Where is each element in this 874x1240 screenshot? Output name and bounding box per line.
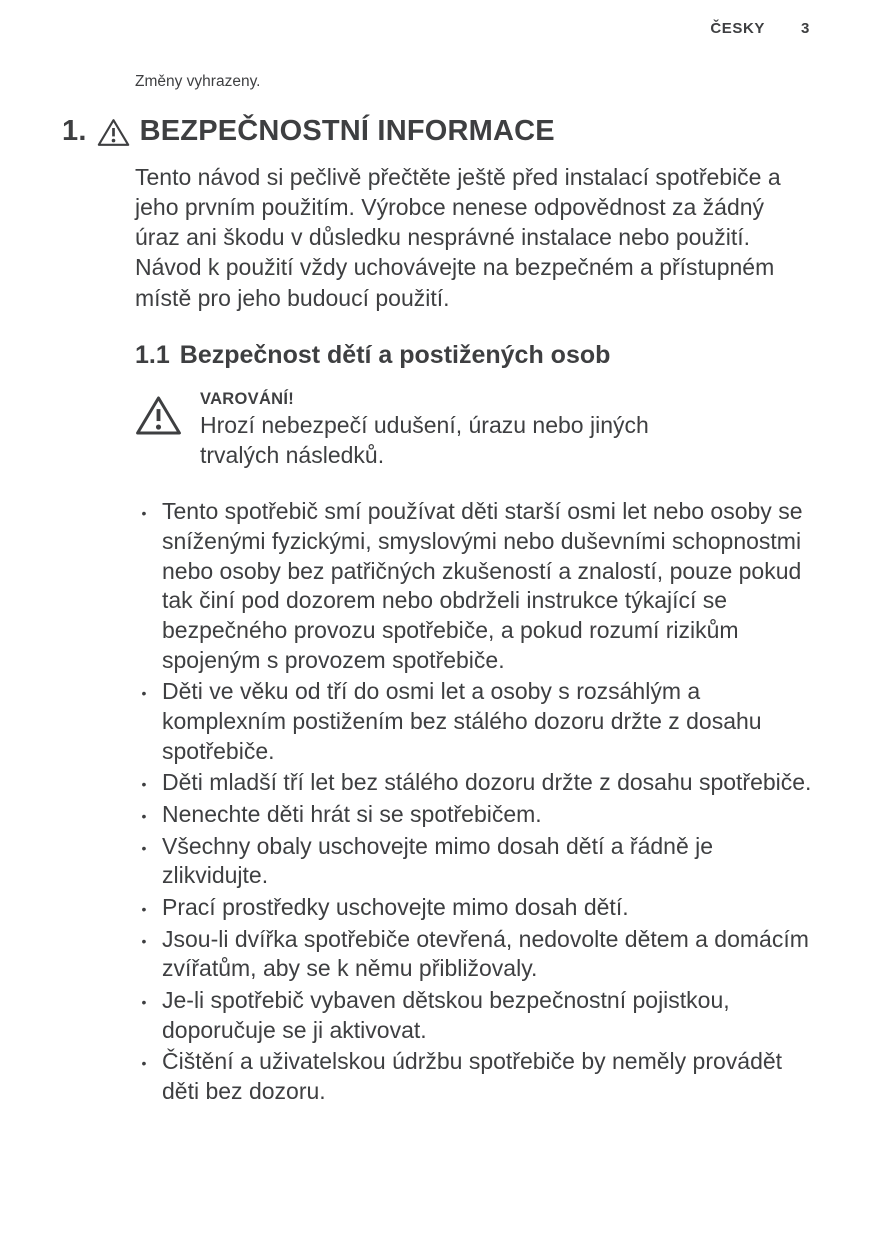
list-item	[139, 768, 812, 798]
list-item-text: Děti mladší tří let bez stálého dozoru držte z dosahu spotřebiče.	[162, 769, 812, 796]
bullet-icon: •	[141, 776, 147, 793]
list-item	[139, 677, 812, 766]
warning-triangle-icon	[135, 390, 182, 471]
bullet-icon: •	[141, 1055, 147, 1072]
bullet-icon: •	[141, 932, 147, 949]
section-heading	[62, 115, 812, 148]
bullet-icon: •	[141, 505, 147, 522]
list-item-text: Tento spotřebič smí používat děti starší osmi let nebo osoby se sníženými fyzickými, smyslovými nebo duševními schopnostmi nebo osoby bez patřičných zkušeností a znalostí, pouze pokud tak činí pod dozorem nebo obdrželi instrukce týkající se bezpečného provozu spotřebiče, a pokud rozumí rizikům spojeným s provozem spotřebiče.	[162, 498, 803, 673]
page-header	[0, 20, 874, 37]
warning-text: Hrozí nebezpečí udušení, úrazu nebo jiných trvalých následků.	[200, 411, 649, 468]
list-item	[139, 497, 812, 675]
bullet-icon: •	[141, 839, 147, 856]
bullet-icon: •	[141, 993, 147, 1010]
language-label: ČESKY	[710, 20, 766, 37]
safety-bullet-list	[135, 497, 812, 1106]
warning-text-block	[200, 390, 705, 471]
section-content	[135, 162, 812, 1107]
changes-reserved-note: Změny vyhrazeny.	[135, 73, 261, 90]
list-item	[139, 986, 812, 1045]
section-title: BEZPEČNOSTNÍ INFORMACE	[139, 115, 555, 147]
warning-triangle-icon	[97, 116, 130, 147]
list-item	[139, 1047, 812, 1106]
list-item	[139, 925, 812, 984]
list-item-text: Je-li spotřebič vybaven dětskou bezpečnostní pojistkou, doporučuje se ji aktivovat.	[162, 986, 730, 1043]
list-item-text: Prací prostředky uschovejte mimo dosah dětí.	[162, 893, 629, 920]
list-item-text: Všechny obaly uschovejte mimo dosah dětí a řádně je zlikvidujte.	[162, 832, 714, 889]
list-item-text: Nenechte děti hrát si se spotřebičem.	[162, 800, 542, 827]
warning-block	[135, 390, 812, 471]
warning-label: VAROVÁNÍ!	[200, 389, 295, 408]
page-number: 3	[801, 20, 810, 37]
list-item	[139, 800, 812, 830]
list-item-text: Jsou-li dvířka spotřebiče otevřená, nedovolte dětem a domácím zvířatům, aby se k němu přibližovaly.	[162, 925, 809, 982]
section-number: 1.	[62, 115, 87, 147]
bullet-icon: •	[141, 807, 147, 824]
list-item-text: Děti ve věku od tří do osmi let a osoby s rozsáhlým a komplexním postižením bez stálého dozoru držte z dosahu spotřebiče.	[162, 678, 762, 764]
bullet-icon: •	[141, 685, 147, 702]
subsection-number: 1.1	[135, 340, 170, 369]
list-item	[139, 893, 812, 923]
subsection-title: Bezpečnost dětí a postižených osob	[179, 340, 611, 369]
list-item-text: Čištění a uživatelskou údržbu spotřebiče by neměly provádět děti bez dozoru.	[162, 1048, 783, 1104]
section-intro: Tento návod si pečlivě přečtěte ještě před instalací spotřebiče a jeho prvním použitím. Výrobce nenese odpovědnost za žádný úraz ani škodu v důsledku nesprávné instalace nebo použití. Návod k použití vždy uchovávejte na bezpečném a přístupném místě pro jeho budoucí použití.	[135, 164, 781, 311]
bullet-icon: •	[141, 900, 147, 917]
list-item	[139, 832, 812, 891]
subsection-heading	[135, 341, 812, 370]
